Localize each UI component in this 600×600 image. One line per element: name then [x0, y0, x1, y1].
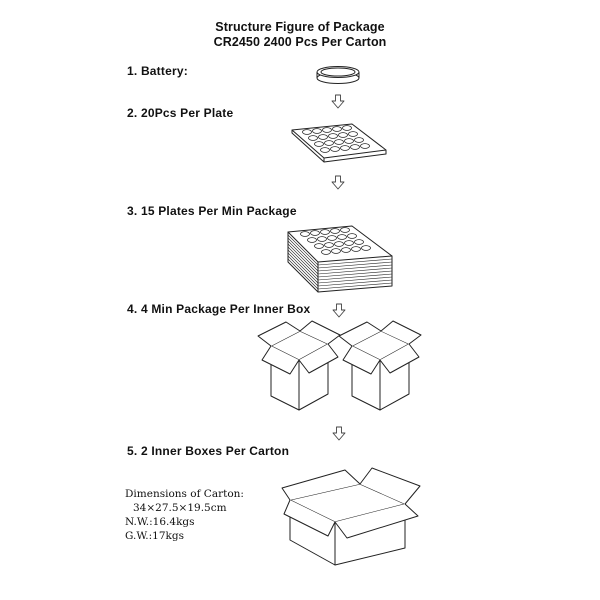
- arrow-down-icon: [333, 427, 345, 440]
- carton-box-icon: [282, 468, 420, 565]
- arrow-down-icon: [333, 304, 345, 317]
- plate-stack-icon: [288, 226, 392, 292]
- diagram-title: Structure Figure of Package: [215, 20, 385, 34]
- net-weight: N.W.:16.4kgs: [125, 516, 195, 528]
- step-5-label: 5. 2 Inner Boxes Per Carton: [127, 444, 290, 458]
- inner-box-icon: [258, 321, 340, 410]
- diagram-subtitle: CR2450 2400 Pcs Per Carton: [213, 35, 387, 49]
- step-2-label: 2. 20Pcs Per Plate: [127, 106, 234, 120]
- inner-box-icon: [339, 321, 421, 410]
- step-4-label: 4. 4 Min Package Per Inner Box: [127, 302, 311, 316]
- carton-dimensions-label: Dimensions of Carton:: [125, 488, 244, 500]
- arrow-down-icon: [332, 95, 344, 108]
- carton-dimensions-value: 34×27.5×19.5cm: [133, 502, 227, 514]
- battery-icon: [317, 67, 359, 84]
- step-1-label: 1. Battery:: [127, 64, 188, 78]
- step-3-label: 3. 15 Plates Per Min Package: [127, 204, 297, 218]
- gross-weight: G.W.:17kgs: [125, 530, 185, 542]
- battery-plate-icon: [292, 124, 386, 162]
- arrow-down-icon: [332, 176, 344, 189]
